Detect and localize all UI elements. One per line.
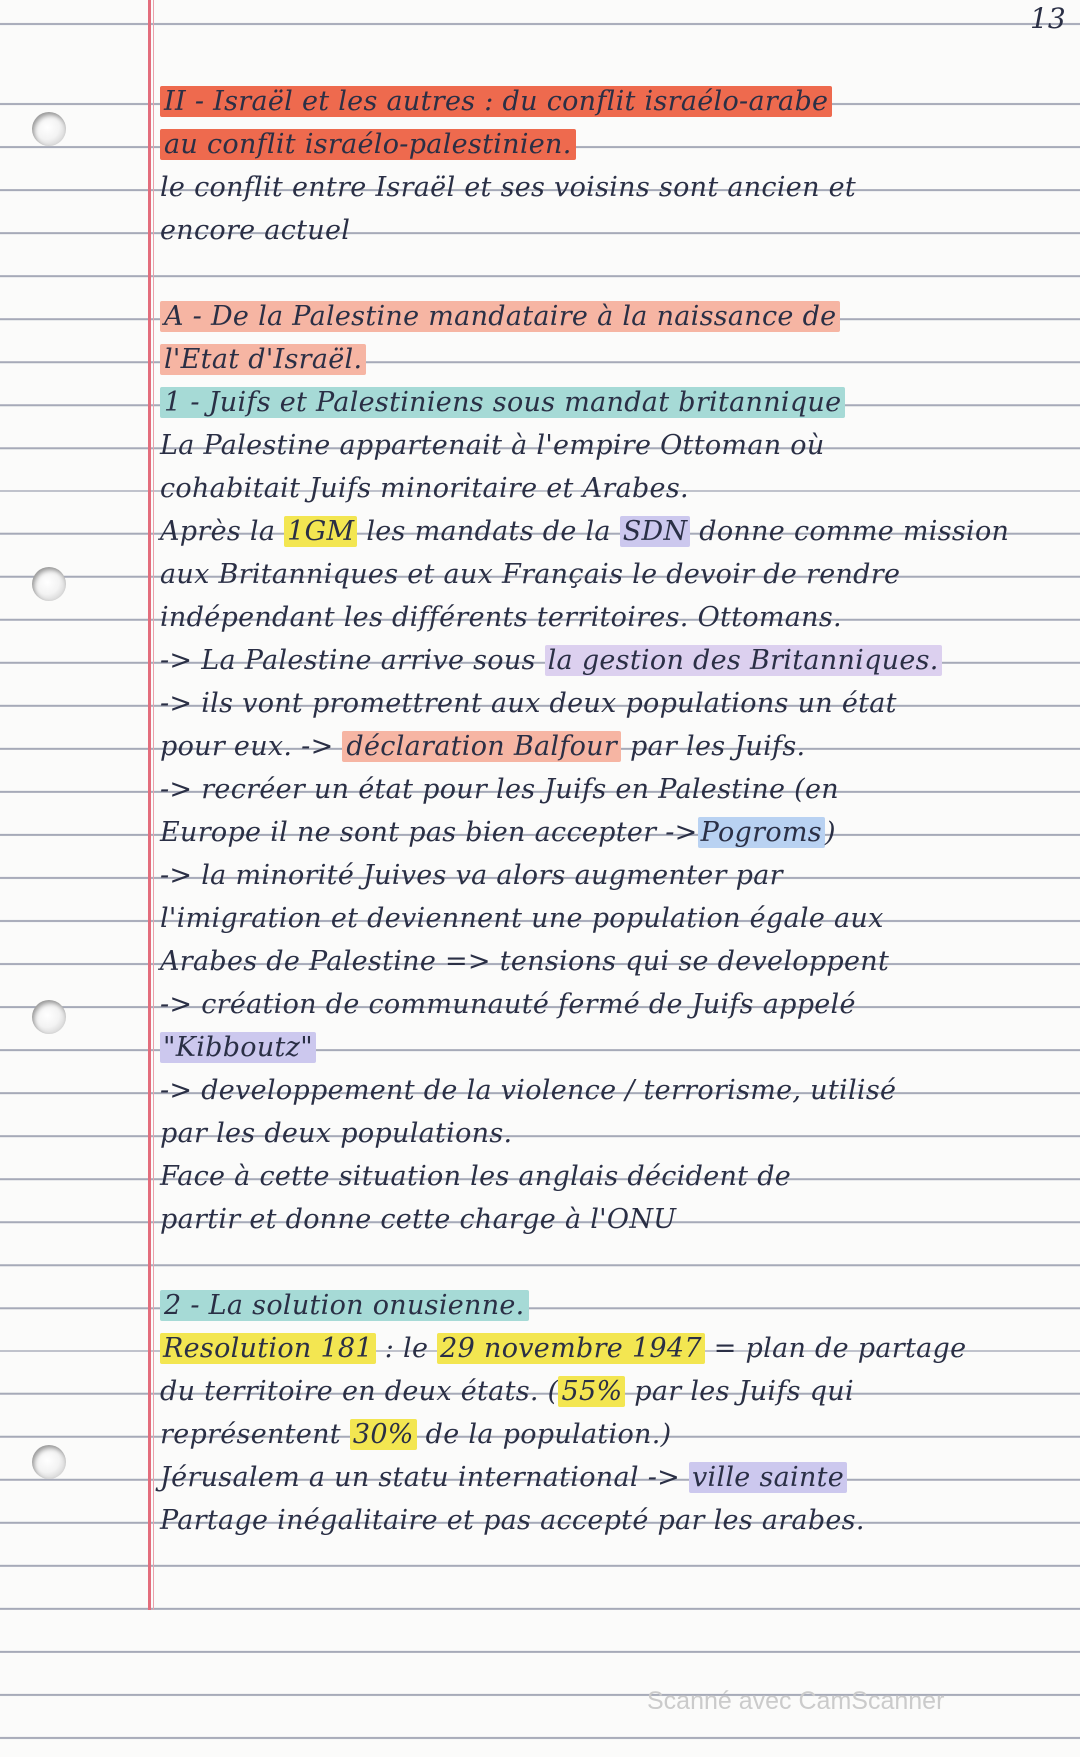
note-line: partir et donne cette charge à l'ONU	[160, 1204, 677, 1235]
section-title-line1: II - Israël et les autres : du conflit israélo-arabe	[160, 86, 832, 117]
note-line: cohabitait Juifs minoritaire et Arabes.	[160, 473, 689, 504]
note-line: -> ils vont promettrent aux deux populations un état	[160, 688, 897, 719]
binder-hole	[32, 112, 66, 146]
page-number: 13	[1030, 2, 1066, 35]
section-title-line2: au conflit israélo-palestinien.	[160, 129, 576, 160]
scanner-watermark: Scanné avec CamScanner	[647, 1687, 945, 1715]
note-line: -> developpement de la violence / terrorisme, utilisé	[160, 1075, 897, 1106]
note-line: indépendant les différents territoires. Ottomans.	[160, 602, 842, 633]
highlight-date: 29 novembre 1947	[437, 1333, 705, 1364]
highlight-kibboutz: "Kibboutz"	[160, 1032, 316, 1063]
note-line: Partage inégalitaire et pas accepté par les arabes.	[160, 1505, 865, 1536]
section-title	[160, 80, 1040, 123]
sub1-title-text: 1 - Juifs et Palestiniens sous mandat britannique	[160, 387, 845, 418]
note-line: Jérusalem a un statu international -> ville sainte	[160, 1456, 1040, 1499]
note-line: Europe il ne sont pas bien accepter -> Pogroms )	[160, 817, 836, 848]
sub2-title-text: 2 - La solution onusienne.	[160, 1290, 529, 1321]
highlight-balfour: déclaration Balfour	[342, 731, 621, 762]
note-line: par les deux populations.	[160, 1118, 513, 1149]
binder-hole	[32, 567, 66, 601]
note-line: Resolution 181 : le 29 novembre 1947 = plan de partage	[160, 1327, 1040, 1370]
note-line	[160, 1026, 1040, 1069]
note-line: -> création de communauté fermé de Juifs appelé	[160, 989, 856, 1020]
note-line: aux Britanniques et aux Français le devoir de rendre	[160, 559, 901, 590]
part-a-title-line2: l'Etat d'Israël.	[160, 344, 366, 375]
binder-hole	[32, 1445, 66, 1479]
note-line: représentent 30% de la population.)	[160, 1419, 672, 1450]
intro-line: le conflit entre Israël et ses voisins sont ancien et	[160, 172, 857, 203]
intro-line: encore actuel	[160, 215, 351, 246]
binder-hole	[32, 1000, 66, 1034]
highlight-1gm: 1GM	[284, 516, 357, 547]
sub2-title	[160, 1284, 1040, 1327]
part-a-title-line1: A - De la Palestine mandataire à la naissance de	[160, 301, 840, 332]
note-line: -> recréer un état pour les Juifs en Palestine (en	[160, 774, 839, 805]
margin-line	[148, 0, 151, 1610]
note-line: Arabes de Palestine => tensions qui se developpent	[160, 946, 890, 977]
note-line: du territoire en deux états. ( 55% par les Juifs qui	[160, 1376, 854, 1407]
highlight-ville-sainte: ville sainte	[689, 1462, 847, 1493]
highlight-britanniques: la gestion des Britanniques.	[545, 645, 942, 676]
highlight-sdn: SDN	[620, 516, 691, 547]
note-line: l'imigration et deviennent une population égale aux	[160, 903, 884, 934]
part-a-title	[160, 295, 1040, 338]
note-line: pour eux. -> déclaration Balfour par les Juifs.	[160, 731, 806, 762]
margin-line-inner	[153, 0, 154, 1610]
highlight-55: 55%	[558, 1376, 625, 1407]
note-line: -> La Palestine arrive sous la gestion des Britanniques.	[160, 639, 1040, 682]
highlight-pogroms: Pogroms	[698, 817, 825, 848]
sub1-title	[160, 381, 1040, 424]
note-line: -> la minorité Juives va alors augmenter par	[160, 860, 783, 891]
highlight-30: 30%	[350, 1419, 417, 1450]
note-line: Après la 1GM les mandats de la SDN donne comme mission	[160, 516, 1010, 547]
note-line: Face à cette situation les anglais décident de	[160, 1161, 792, 1192]
handwritten-notes	[160, 80, 1040, 1542]
highlight-resolution: Resolution 181	[160, 1333, 376, 1364]
note-line: La Palestine appartenait à l'empire Ottoman où	[160, 430, 825, 461]
